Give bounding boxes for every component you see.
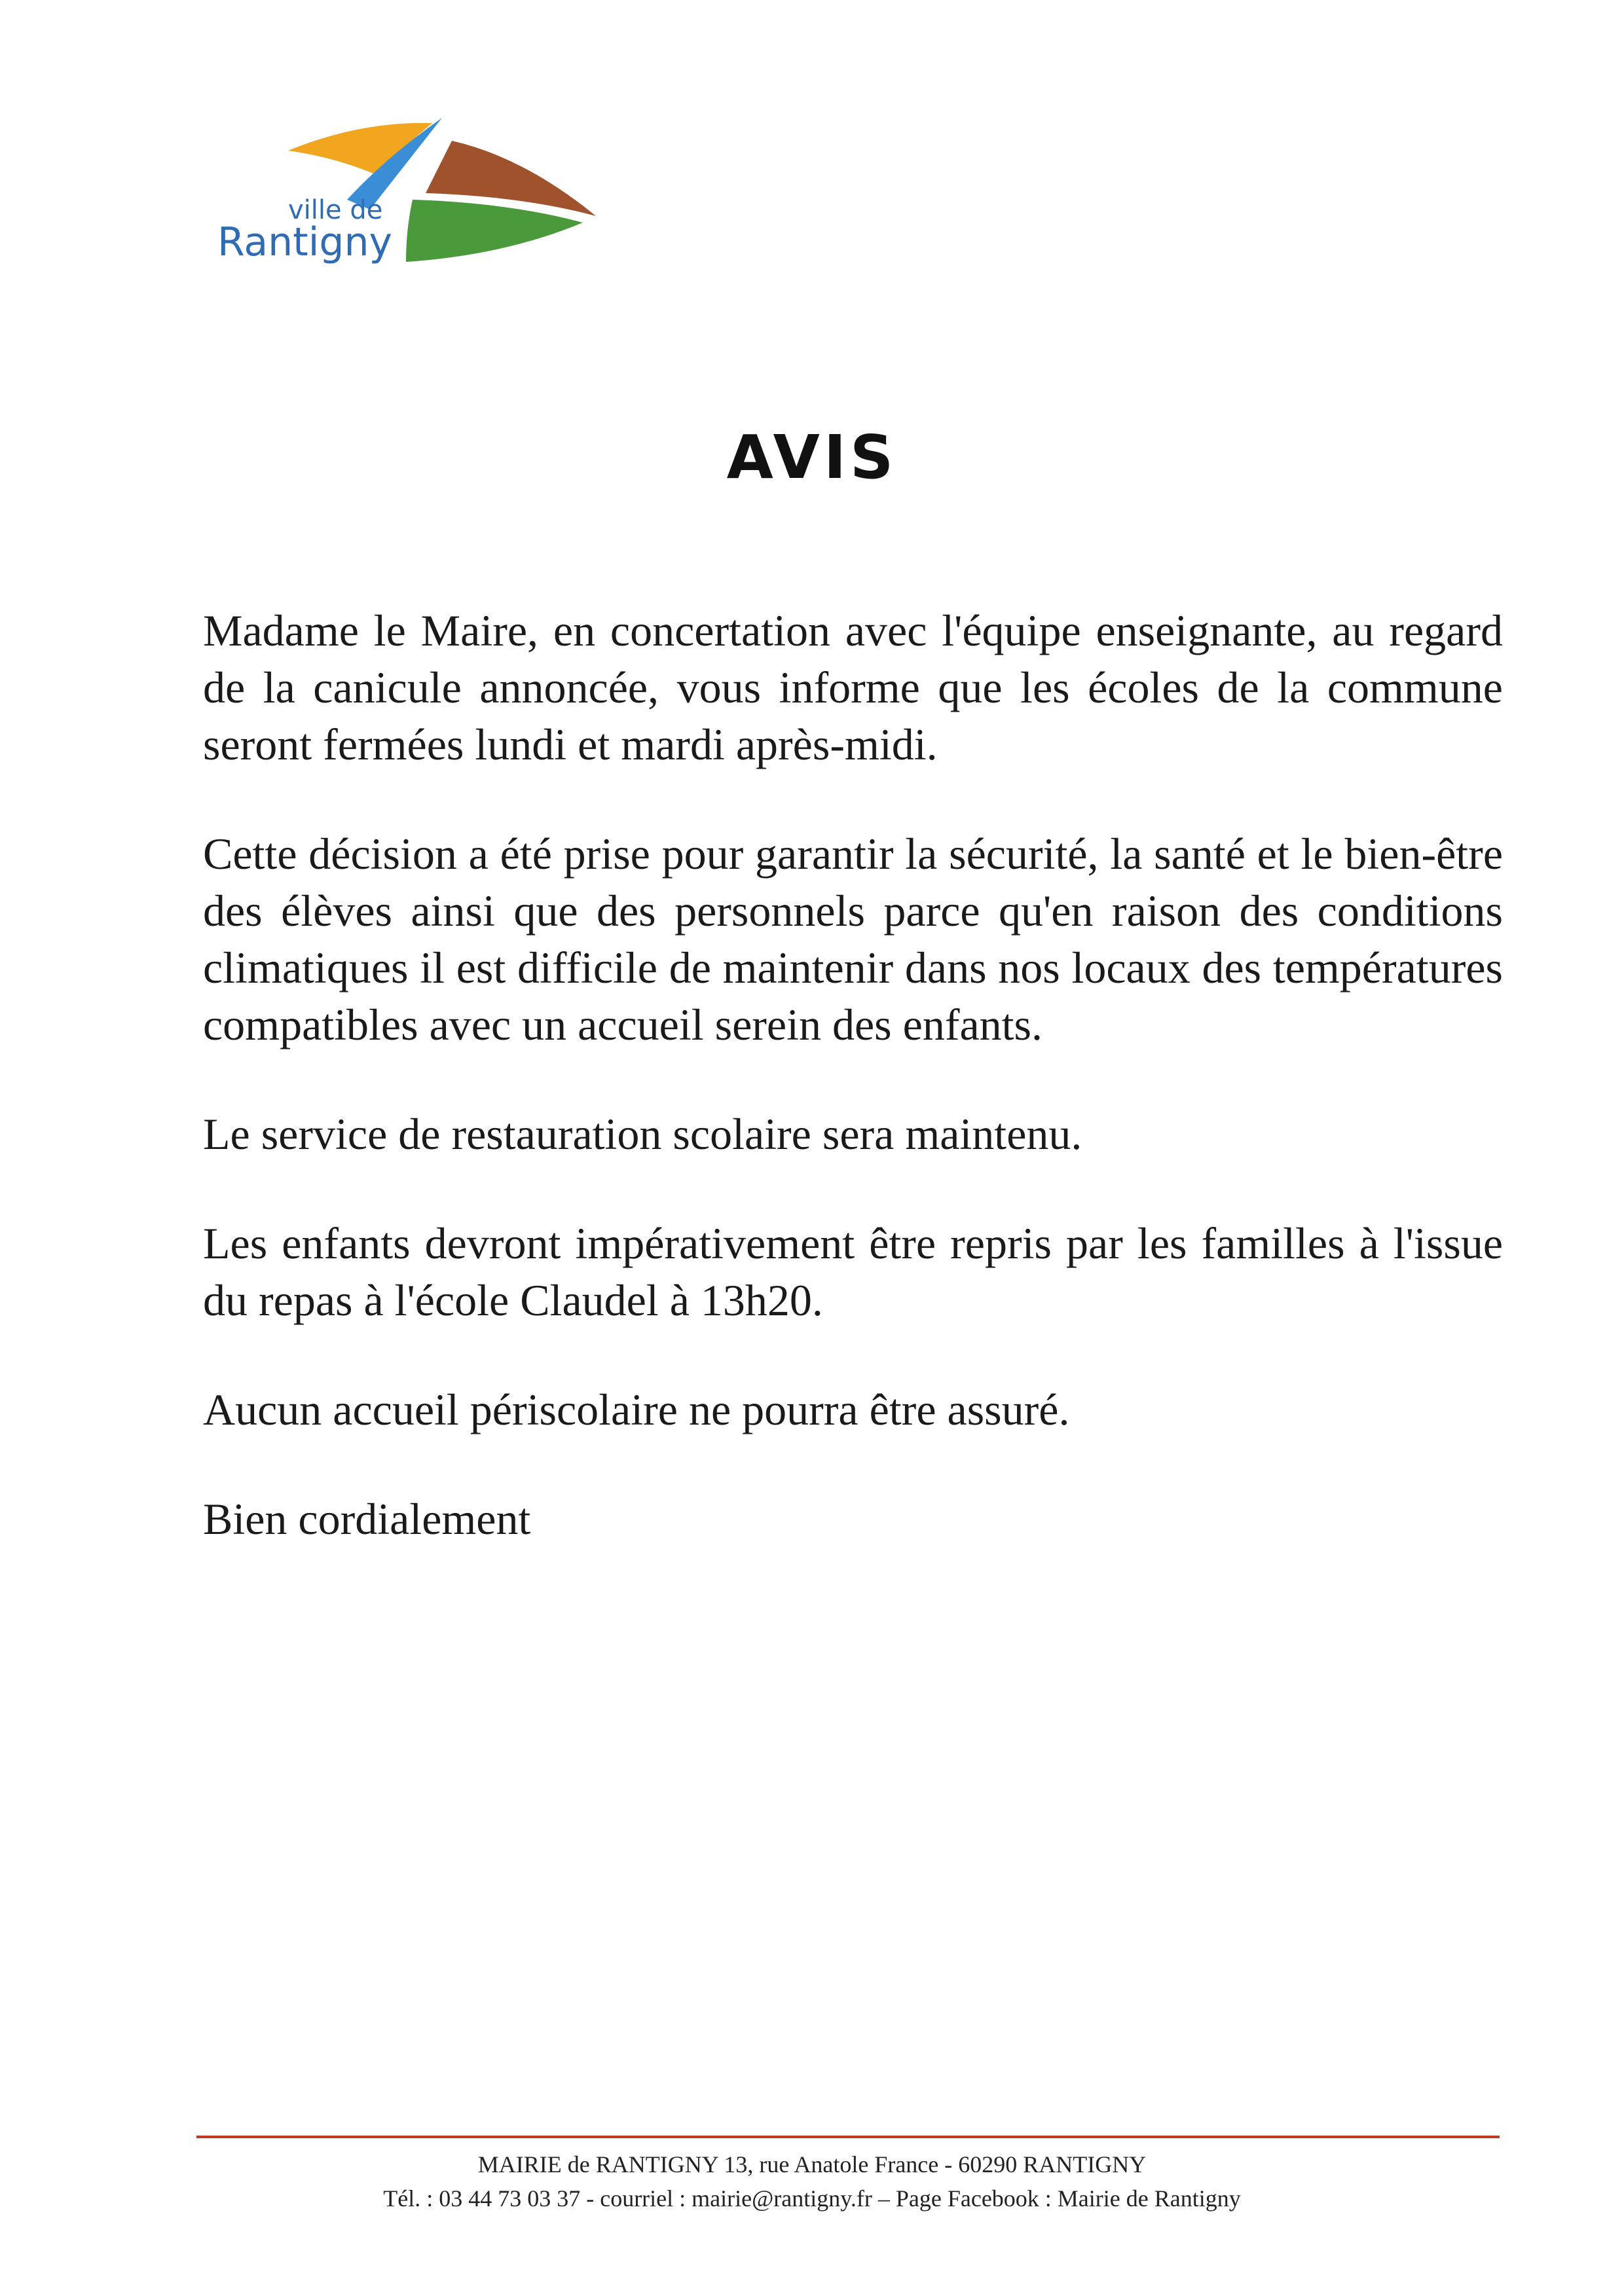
town-logo — [210, 111, 616, 282]
footer — [0, 2147, 1624, 2215]
footer-contact: Tél. : 03 44 73 03 37 - courriel : mairie@rantigny.fr – Page Facebook : Mairie de Rantigny — [383, 2185, 1241, 2212]
paragraph-no-afterschool: Aucun accueil périscolaire ne pourra être assuré. — [203, 1385, 1070, 1434]
logo-text-town-name: Rantigny — [217, 219, 392, 265]
paragraph-canteen: Le service de restauration scolaire sera maintenu. — [203, 1109, 1082, 1159]
paragraph-reason: Cette décision a été prise pour garantir la sécurité, la santé et le bien-être des élèves ainsi que des personnels parce qu'en raison des conditions climatiques il est difficile de maintenir dans nos locaux des températures compatibles avec un accueil serein des enfants. — [203, 829, 1503, 1049]
footer-divider — [196, 2136, 1500, 2138]
paragraph-pickup: Les enfants devront impérativement être repris par les familles à l'issue du repas à l'école Claudel à 13h20. — [203, 1218, 1503, 1325]
closing-greeting: Bien cordialement — [203, 1494, 531, 1544]
page-title: AVIS — [726, 422, 898, 492]
paragraph-closure-notice: Madame le Maire, en concertation avec l'équipe enseignante, au regard de la canicule annoncée, vous informe que les écoles de la commune seront fermées lundi et mardi après-midi. — [203, 606, 1503, 769]
footer-address: MAIRIE de RANTIGNY 13, rue Anatole France - 60290 RANTIGNY — [477, 2151, 1147, 2178]
notice-body — [203, 602, 1503, 1600]
logo-text-ville-de: ville de — [288, 195, 383, 225]
